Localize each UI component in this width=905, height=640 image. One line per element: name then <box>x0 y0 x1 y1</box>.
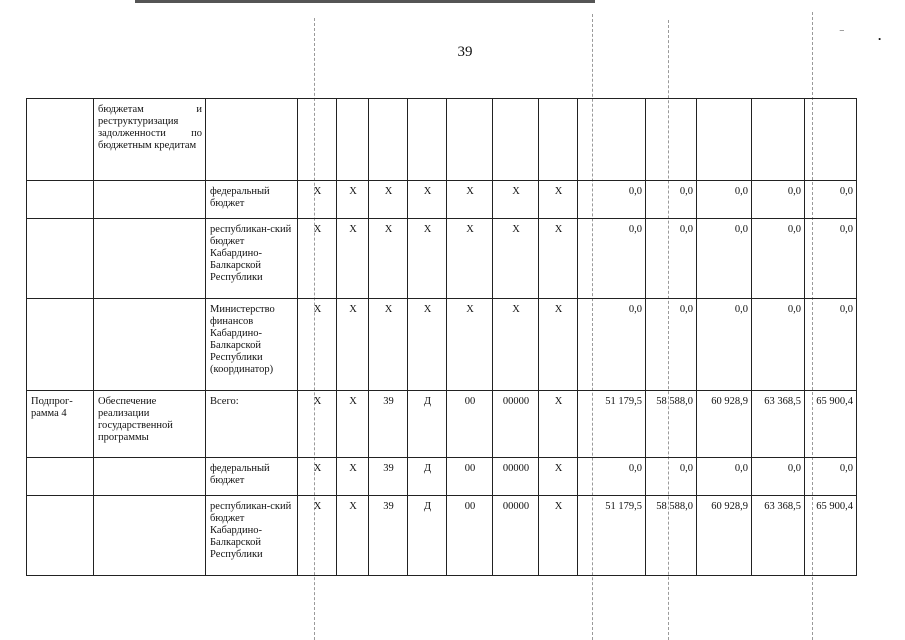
code-cell: X <box>408 181 447 219</box>
amount-cell: 0,0 <box>752 458 805 496</box>
amount-cell <box>578 99 646 181</box>
subprogram-cell: Подпрог-рамма 4 <box>27 391 94 458</box>
amount-cell: 0,0 <box>697 299 752 391</box>
code-cell: X <box>337 299 369 391</box>
code-cell: X <box>298 496 337 576</box>
funding-source-cell: Всего: <box>206 391 298 458</box>
funding-source-cell: федеральный бюджет <box>206 458 298 496</box>
code-cell: X <box>447 181 493 219</box>
code-cell: X <box>408 219 447 299</box>
code-cell: X <box>493 299 539 391</box>
top-scan-artifact <box>135 0 595 3</box>
title-cell: бюджетам и реструктуризация задолженности по бюджетным кредитам <box>94 99 206 181</box>
code-cell <box>298 99 337 181</box>
amount-cell: 0,0 <box>578 219 646 299</box>
amount-cell: 51 179,5 <box>578 391 646 458</box>
amount-cell: 0,0 <box>805 219 857 299</box>
subprogram-cell <box>27 458 94 496</box>
table-row <box>27 99 857 181</box>
amount-cell: 0,0 <box>752 299 805 391</box>
title-cell <box>94 181 206 219</box>
amount-cell: 0,0 <box>578 181 646 219</box>
title-cell <box>94 496 206 576</box>
code-cell: X <box>337 391 369 458</box>
title-cell <box>94 299 206 391</box>
code-cell: X <box>493 219 539 299</box>
amount-cell: 65 900,4 <box>805 391 857 458</box>
subprogram-cell <box>27 219 94 299</box>
code-cell: 00 <box>447 496 493 576</box>
subprogram-cell <box>27 99 94 181</box>
amount-cell: 0,0 <box>805 458 857 496</box>
amount-cell: 60 928,9 <box>697 496 752 576</box>
code-cell: 00000 <box>493 458 539 496</box>
code-cell <box>493 99 539 181</box>
code-cell <box>408 99 447 181</box>
amount-cell: 58 588,0 <box>646 391 697 458</box>
code-cell: X <box>298 391 337 458</box>
code-cell: X <box>369 181 408 219</box>
code-cell: X <box>447 219 493 299</box>
amount-cell: 0,0 <box>646 299 697 391</box>
code-cell: X <box>539 458 578 496</box>
amount-cell: 0,0 <box>646 219 697 299</box>
title-cell <box>94 219 206 299</box>
code-cell: X <box>539 391 578 458</box>
subprogram-cell <box>27 181 94 219</box>
code-cell: X <box>369 299 408 391</box>
amount-cell: 60 928,9 <box>697 391 752 458</box>
amount-cell: 0,0 <box>805 299 857 391</box>
code-cell <box>447 99 493 181</box>
amount-cell: 0,0 <box>805 181 857 219</box>
amount-cell <box>805 99 857 181</box>
code-cell: 00 <box>447 458 493 496</box>
code-cell <box>337 99 369 181</box>
table-row <box>27 299 857 391</box>
amount-cell: 0,0 <box>752 219 805 299</box>
subprogram-cell <box>27 496 94 576</box>
table-row <box>27 219 857 299</box>
code-cell: X <box>493 181 539 219</box>
table-row <box>27 391 857 458</box>
code-cell: Д <box>408 391 447 458</box>
code-cell: X <box>447 299 493 391</box>
code-cell: X <box>298 458 337 496</box>
amount-cell: 0,0 <box>752 181 805 219</box>
subprogram-cell <box>27 299 94 391</box>
amount-cell <box>752 99 805 181</box>
code-cell: Д <box>408 496 447 576</box>
code-cell: X <box>337 219 369 299</box>
code-cell: Д <box>408 458 447 496</box>
amount-cell: 58 588,0 <box>646 496 697 576</box>
dot-mark: . <box>878 28 882 43</box>
code-cell: X <box>539 299 578 391</box>
code-cell: X <box>337 496 369 576</box>
amount-cell: 51 179,5 <box>578 496 646 576</box>
code-cell: X <box>539 219 578 299</box>
funding-source-cell: федеральный бюджет <box>206 181 298 219</box>
code-cell: X <box>298 219 337 299</box>
code-cell: 39 <box>369 458 408 496</box>
amount-cell <box>646 99 697 181</box>
code-cell: 39 <box>369 391 408 458</box>
code-cell: X <box>539 496 578 576</box>
code-cell: 00 <box>447 391 493 458</box>
code-cell: 39 <box>369 496 408 576</box>
amount-cell: 63 368,5 <box>752 496 805 576</box>
code-cell: X <box>369 219 408 299</box>
amount-cell: 0,0 <box>578 458 646 496</box>
page-number: 39 <box>457 44 473 60</box>
code-cell <box>369 99 408 181</box>
amount-cell: 0,0 <box>697 219 752 299</box>
amount-cell: 0,0 <box>646 458 697 496</box>
amount-cell: 0,0 <box>697 181 752 219</box>
amount-cell: 63 368,5 <box>752 391 805 458</box>
code-cell: X <box>337 458 369 496</box>
corner-mark: ‾ <box>840 30 844 42</box>
budget-table <box>26 98 857 576</box>
code-cell: X <box>408 299 447 391</box>
table-row <box>27 458 857 496</box>
table-row <box>27 496 857 576</box>
title-cell <box>94 458 206 496</box>
code-cell: 00000 <box>493 496 539 576</box>
amount-cell: 0,0 <box>697 458 752 496</box>
funding-source-cell: Министерство финансов Кабардино-Балкарской Республики (координатор) <box>206 299 298 391</box>
code-cell: X <box>539 181 578 219</box>
funding-source-cell <box>206 99 298 181</box>
funding-source-cell: республикан-ский бюджет Кабардино-Балкарской Республики <box>206 496 298 576</box>
code-cell: X <box>337 181 369 219</box>
amount-cell: 0,0 <box>646 181 697 219</box>
code-cell: 00000 <box>493 391 539 458</box>
title-cell: Обеспечение реализации государственной программы <box>94 391 206 458</box>
amount-cell: 65 900,4 <box>805 496 857 576</box>
amount-cell <box>697 99 752 181</box>
table-row <box>27 181 857 219</box>
funding-source-cell: республикан-ский бюджет Кабардино-Балкарской Республики <box>206 219 298 299</box>
code-cell: X <box>298 181 337 219</box>
amount-cell: 0,0 <box>578 299 646 391</box>
code-cell: X <box>298 299 337 391</box>
code-cell <box>539 99 578 181</box>
